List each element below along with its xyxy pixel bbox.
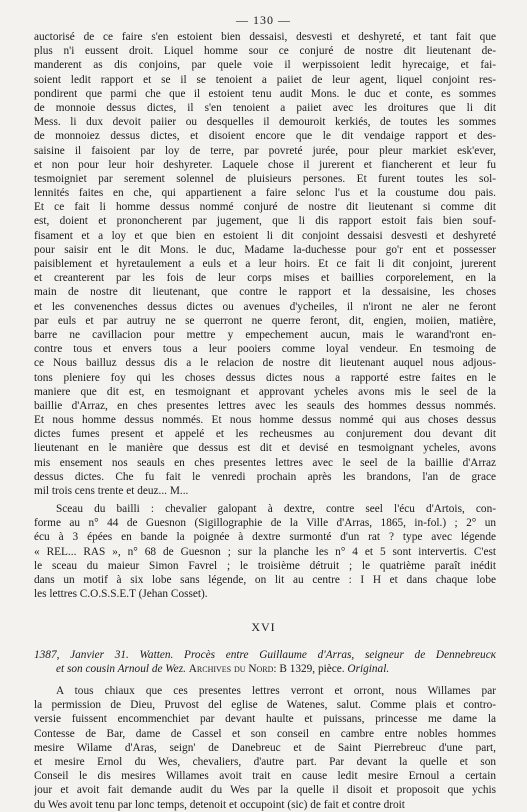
text-line: par euls et par autruy ne se querront ne querre feront, dit, engien, moiien, matière, (34, 314, 496, 327)
archive-name: Archives du Nord (188, 663, 274, 676)
text-line: paisiblement et hyretaulement a euls et a leur hoirs. Et ce fait li dit conjoint, jurerent (34, 258, 496, 270)
text-line: mesire Wilame d'Aras, seign' de Danebreuc et de Saint Pierrebreuc d'une part, (34, 741, 496, 754)
text-line: et non pour leur hoir deshyreter. Laquele chose il jurerent et fiancherent et leur fu (34, 158, 496, 171)
text-line: Et nous homme dessus nommés. Et nous homme dessus nommé qui aus choses dessus (34, 414, 496, 427)
text-line: baillie d'Arraz, en ches presentes lettres avec les seauls des hommes dessus nommés. (34, 399, 496, 412)
text-line: dans un motif à six lobe sans légende, on lit au centre : I H et dans chaque lobe (34, 573, 496, 586)
text-line: pour saisir ent le dit Mons. le duc, Madame la-duchesse pour go'r ent et possesser (34, 243, 496, 256)
text-line: dictes fumes present et appelé et les recheusmes au conjurement dou devant dit (34, 428, 496, 441)
letter-text-paragraph (34, 684, 496, 812)
text-line: Mess. li dux devoit paiier ou desquelles il demouroit kerkiés, de toutes les sommes (34, 116, 496, 129)
text-line: lennités faites en che, qui appartienent a faire selonc l'us et la coustume dou pais. (34, 187, 496, 200)
text-line: barre ne cavillacion pour mettre y empechement aucun, mais le warand'ront en- (34, 328, 496, 341)
text-line: saisine il faisoient par loy de terre, par povreté jurée, pour pleur markiet esk'ever, (34, 144, 496, 157)
archive-reference: : B 1329, pièce. (273, 663, 348, 676)
text-line: manderent as dis conjoins, par quele voie il werpissoient ledit hyrecaige, et fai- (34, 59, 496, 72)
text-line: maniere que dit est, en tesmoignant et approvant ycheles avons mis le seel de la (34, 385, 496, 398)
text-line: lieutenant en le manière que dessus est dit et devisé en tesmoignant ycheles, avons (34, 442, 496, 455)
text-line: plus n'i eussent droit. Liquel homme sour ce conjuré de nostre dit lieutenant de- (34, 45, 496, 58)
text-line: Conseil le dis mesires Willames avoit trait en cause ledit mesire Ernoul a certain (34, 770, 496, 783)
heading-line-1: 1387, Janvier 31. Watten. Procès entre Guillaume d'Arras, seigneur de Dennebreucк (34, 649, 496, 661)
text-line: le sceau du maieur Simon Favrel ; le troisième détruit ; le quatrième paraît inédit (34, 559, 496, 572)
text-line: fisament et a loy et que bien en estoient li dit conjoint dessaisi desvesti et deshyreté (34, 229, 496, 242)
text-line: A tous chiaux que ces presentes lettres verront et orront, nous Willames par (56, 685, 496, 697)
text-line: ce Nous bailluz dessus dis a le relacion de nostre dit lieutenant auquel nous adjous- (34, 357, 496, 370)
text-line: auctorisé de ce faire s'en estoient bien dessaisi, desvesti et deshyreté, et tant fait que (34, 31, 496, 43)
charter-text-paragraph (34, 30, 496, 498)
text-line: main de nostre dit lieutenant, que contre le rapport et la dessaisine, les choses (34, 286, 496, 299)
text-line: tons pleniere foy qui les choses dessus dictes nous a rapporté estre faites en le (34, 371, 496, 384)
text-line: dessus dictes. Che fu fait le venredi prochain après les brandons, l'an de grace (34, 470, 496, 483)
text-line: contre tous et envers tous a leur pooiers comme loyal vendeur. En tesmoing de (34, 343, 496, 356)
text-line: versie fuissent encommenchiet par devant haulte et puissans, princesse me dame la (34, 713, 496, 726)
text-line: les lettres C.O.S.S.E.T (Jehan Cosset). (34, 588, 208, 601)
text-line: la permission de Dieu, Pruvost del eglise de Watenes, salut. Comme plais et contro- (34, 699, 496, 712)
text-line: du Wes avoit tenu par lonc temps, detenoit et occupoint (sic) de fait et contre droit (34, 798, 405, 811)
text-line: Sceau du bailli : chevalier galopant à dextre, contre seel l'écu d'Artois, con- (56, 503, 496, 515)
text-line: « REL... RAS », n° 68 de Guesnon ; sur la planche les n° 4 et 5 sont intervertis. C'est (34, 545, 496, 558)
text-line: jour et avoit fait demande audit du Wes par la quelle il disoit et proposoit que ychis (34, 784, 496, 797)
text-line: mis ensement nos seauls en ches presentes lettres avec le seel de la baillie d'Arraz (34, 456, 496, 469)
text-line: de monnoiez dessus dictes, et disoient encore que le dit vendaige rapport et des- (34, 130, 496, 143)
section-number: XVI (251, 620, 276, 634)
heading-line-2 (34, 662, 496, 676)
seal-description-paragraph (34, 502, 496, 601)
text-line: de monnoie dessus dictes, il s'en tenoient a paiiet avec les droitures que li dit (34, 101, 496, 114)
text-line: et les convenenches dessus dictes ou avenues d'ycheiles, il n'iront ne aler ne feront (34, 300, 496, 313)
text-line: mil trois cens trente et deuz... M... (34, 485, 189, 497)
text-line: tesmoigniet par serement solennel de pluisieurs persones. Et furent toutes les sol- (34, 172, 496, 185)
text-line: écu à 3 épées en bande la poignée à dextre surmonté d'un rat ? type avec légende (34, 531, 496, 544)
text-line: soient ledit rapport et se il se tenoient a paiiet de leur agent, liquel conjoint res- (34, 73, 496, 86)
text-line: Contesse de Bar, dame de Cassel et son conseil en cambre entre nobles hommes (34, 727, 496, 740)
text-line: Et ce fait li homme dessus nommé conjuré de nostre dit lieutenant si comme dit (34, 201, 496, 214)
text-line: pondirent que parmi che que il estoient tenu audit Mons. le duc et conte, es sommes (34, 87, 496, 100)
heading-line-2-title: et son cousin Arnoul de Wez. (56, 663, 189, 676)
document-heading (34, 648, 496, 676)
page-number: — 130 — (236, 13, 291, 27)
text-line: forme au n° 44 de Guesnon (Sigillographie de la Ville d'Arras, 1865, in-fol.) ; 2° un (34, 517, 496, 530)
text-line: est, doient et prononcherent par jugement, que li dis rapport estoit fais bien souf- (34, 215, 496, 228)
text-line: et mesire Ernol du Wes, chevaliers, d'autre part. Par devant la quelle et son (34, 755, 496, 768)
text-line: et creanterent par les fois de leur corps mises et baillies corporelement, en la (34, 272, 496, 285)
original-note: Original. (347, 663, 390, 676)
